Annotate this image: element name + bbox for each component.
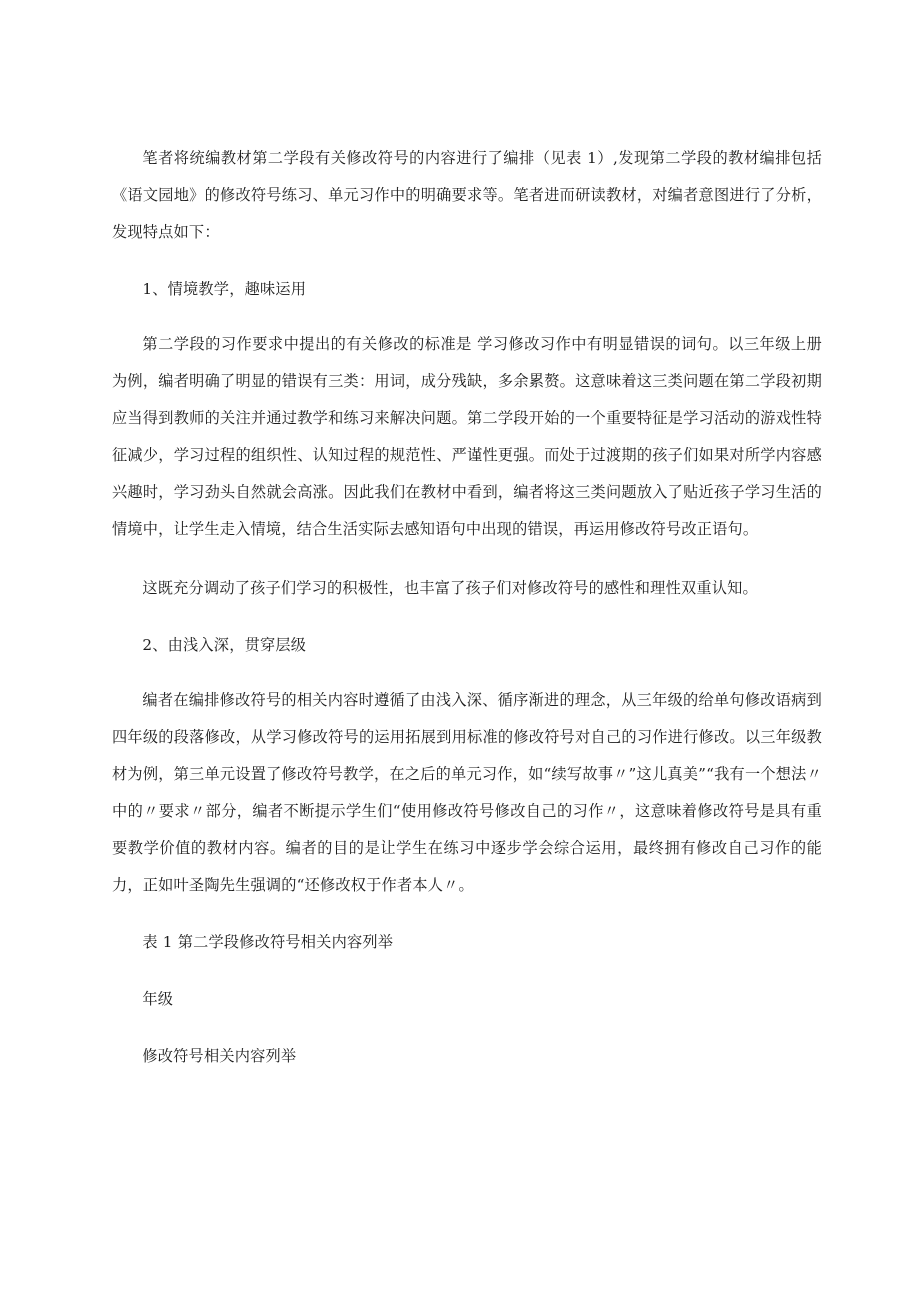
spacer [112, 961, 822, 981]
spacer [112, 548, 822, 570]
spacer [112, 1018, 822, 1038]
document-text-column [112, 140, 822, 1075]
table-column-header-content: 修改符号相关内容列举 [142, 1047, 297, 1065]
spacer [112, 308, 822, 326]
paragraph-section-2-body: 编者在编排修改符号的相关内容时遵循了由浅入深、循序渐进的理念，从三年级的给单句修改语病到四年级的段落修改，从学习修改符号的运用拓展到用标准的修改符号对自己的习作进行修改。以三年级教材为例，第三单元设置了修改符号教学，在之后的单元习作，如“续写故事〃”这儿真美”“我有一个想法〃中的〃要求〃部分，编者不断提示学生们“使用修改符号修改自己的习作〃，这意味着修改符号是具有重要教学价值的教材内容。编者的目的是让学生在练习中逐步学会综合运用，最终拥有修改自己习作的能力，正如叶圣陶先生强调的“还修改权于作者本人〃。 [112, 691, 822, 894]
section-heading-2: 2、由浅入深，贯穿层级 [142, 636, 307, 654]
spacer [112, 904, 822, 924]
spacer [112, 664, 822, 682]
spacer [112, 607, 822, 627]
table-caption: 表 1 第二学段修改符号相关内容列举 [142, 933, 394, 951]
paragraph-intro: 笔者将统编教材第二学段有关修改符号的内容进行了编排（见表 1）,发现第二学段的教材编排包括《语文园地》的修改符号练习、单元习作中的明确要求等。笔者进而研读教材，对编者意图进行了分析，发现特点如下： [112, 149, 822, 241]
paragraph-section-1-summary: 这既充分调动了孩子们学习的积极性，也丰富了孩子们对修改符号的感性和理性双重认知。 [142, 579, 758, 597]
section-heading-1: 1、情境教学，趣味运用 [142, 280, 307, 298]
paragraph-section-1-body: 第二学段的习作要求中提出的有关修改的标准是 学习修改习作中有明显错误的词句。以三年级上册为例，编者明确了明显的错误有三类：用词，成分残缺，多余累赘。这意味着这三类问题在第二学段初期应当得到教师的关注并通过教学和练习来解决问题。第二学段开始的一个重要特征是学习活动的游戏性特征减少，学习过程的组织性、认知过程的规范性、严谨性更强。而处于过渡期的孩子们如果对所学内容感兴趣时，学习劲头自然就会高涨。因此我们在教材中看到，编者将这三类问题放入了贴近孩子学习生活的情境中，让学生走入情境，结合生活实际去感知语句中出现的错误，再运用修改符号改正语句。 [112, 335, 822, 538]
table-column-header-grade: 年级 [142, 990, 174, 1008]
spacer [112, 251, 822, 271]
